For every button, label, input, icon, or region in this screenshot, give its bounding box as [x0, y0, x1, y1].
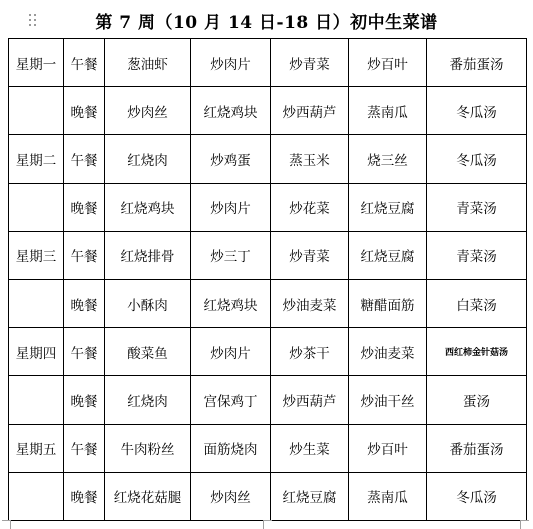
table-row — [9, 424, 527, 472]
soup-cell: 番茄蛋汤 — [427, 424, 527, 472]
dish-cell: 炒油麦菜 — [271, 279, 349, 327]
dish-cell: 炒花菜 — [271, 183, 349, 231]
table-row — [9, 376, 527, 424]
soup-cell: 番茄蛋汤 — [427, 39, 527, 87]
day-cell: 星期三 — [9, 231, 64, 279]
soup-cell: 白菜汤 — [427, 279, 527, 327]
page-corner-mark — [520, 520, 529, 529]
dish-cell: 葱油虾 — [105, 39, 191, 87]
dish-cell: 炒鸡蛋 — [191, 135, 271, 183]
menu-title: 第 7 周（10 月 14 日-18 日）初中生菜谱 — [95, 13, 438, 33]
meal-cell: 午餐 — [64, 328, 105, 376]
dish-cell: 烧三丝 — [349, 135, 427, 183]
dish-cell: 炒百叶 — [349, 424, 427, 472]
meal-cell: 午餐 — [64, 424, 105, 472]
dish-cell: 炒青菜 — [271, 231, 349, 279]
day-cell: 星期五 — [9, 424, 64, 472]
dish-cell: 炒百叶 — [349, 39, 427, 87]
dish-cell: 牛肉粉丝 — [105, 424, 191, 472]
day-cell — [9, 472, 64, 520]
page-corner-mark — [263, 520, 272, 529]
meal-cell: 午餐 — [64, 231, 105, 279]
dish-cell: 炒油干丝 — [349, 376, 427, 424]
dish-cell: 红烧鸡块 — [105, 183, 191, 231]
table-row — [9, 135, 527, 183]
soup-cell: 青菜汤 — [427, 231, 527, 279]
soup-cell: 西红柿金针菇汤 — [427, 328, 527, 376]
soup-cell: 冬瓜汤 — [427, 87, 527, 135]
soup-cell: 蛋汤 — [427, 376, 527, 424]
dish-cell: 炒肉片 — [191, 183, 271, 231]
day-cell — [9, 87, 64, 135]
dish-cell: 红烧肉 — [105, 376, 191, 424]
meal-cell: 午餐 — [64, 135, 105, 183]
dish-cell: 红烧豆腐 — [349, 183, 427, 231]
day-cell — [9, 279, 64, 327]
soup-cell: 青菜汤 — [427, 183, 527, 231]
dish-cell: 红烧肉 — [105, 135, 191, 183]
day-cell: 星期二 — [9, 135, 64, 183]
day-cell: 星期一 — [9, 39, 64, 87]
meal-cell: 晚餐 — [64, 279, 105, 327]
meal-cell: 晚餐 — [64, 472, 105, 520]
dish-cell: 红烧花菇腿 — [105, 472, 191, 520]
dish-cell: 炒青菜 — [271, 39, 349, 87]
dish-cell: 炒肉丝 — [191, 472, 271, 520]
dish-cell: 炒肉片 — [191, 328, 271, 376]
soup-cell: 冬瓜汤 — [427, 472, 527, 520]
dish-cell: 炒西葫芦 — [271, 87, 349, 135]
dish-cell: 红烧排骨 — [105, 231, 191, 279]
dish-cell: 炒生菜 — [271, 424, 349, 472]
table-row — [9, 279, 527, 327]
meal-cell: 晚餐 — [64, 87, 105, 135]
dish-cell: 炒三丁 — [191, 231, 271, 279]
dish-cell: 面筋烧肉 — [191, 424, 271, 472]
dish-cell: 炒肉丝 — [105, 87, 191, 135]
dish-cell: 宫保鸡丁 — [191, 376, 271, 424]
dish-cell: 红烧豆腐 — [271, 472, 349, 520]
table-row — [9, 231, 527, 279]
table-row — [9, 472, 527, 520]
table-row — [9, 328, 527, 376]
table-row — [9, 87, 527, 135]
dish-cell: 红烧鸡块 — [191, 279, 271, 327]
table-row — [9, 183, 527, 231]
meal-cell: 午餐 — [64, 39, 105, 87]
weekly-menu-table — [8, 38, 527, 521]
dish-cell: 炒肉片 — [191, 39, 271, 87]
dish-cell: 蒸南瓜 — [349, 472, 427, 520]
dish-cell: 小酥肉 — [105, 279, 191, 327]
dish-cell: 红烧鸡块 — [191, 87, 271, 135]
dish-cell: 酸菜鱼 — [105, 328, 191, 376]
day-cell — [9, 183, 64, 231]
table-row — [9, 39, 527, 87]
page-corner-mark — [2, 520, 11, 529]
day-cell — [9, 376, 64, 424]
soup-cell: 冬瓜汤 — [427, 135, 527, 183]
dish-cell: 蒸南瓜 — [349, 87, 427, 135]
dish-cell: 炒茶干 — [271, 328, 349, 376]
dish-cell: 炒油麦菜 — [349, 328, 427, 376]
meal-cell: 晚餐 — [64, 183, 105, 231]
dish-cell: 炒西葫芦 — [271, 376, 349, 424]
meal-cell: 晚餐 — [64, 376, 105, 424]
day-cell: 星期四 — [9, 328, 64, 376]
dish-cell: 糖醋面筋 — [349, 279, 427, 327]
dish-cell: 蒸玉米 — [271, 135, 349, 183]
dish-cell: 红烧豆腐 — [349, 231, 427, 279]
